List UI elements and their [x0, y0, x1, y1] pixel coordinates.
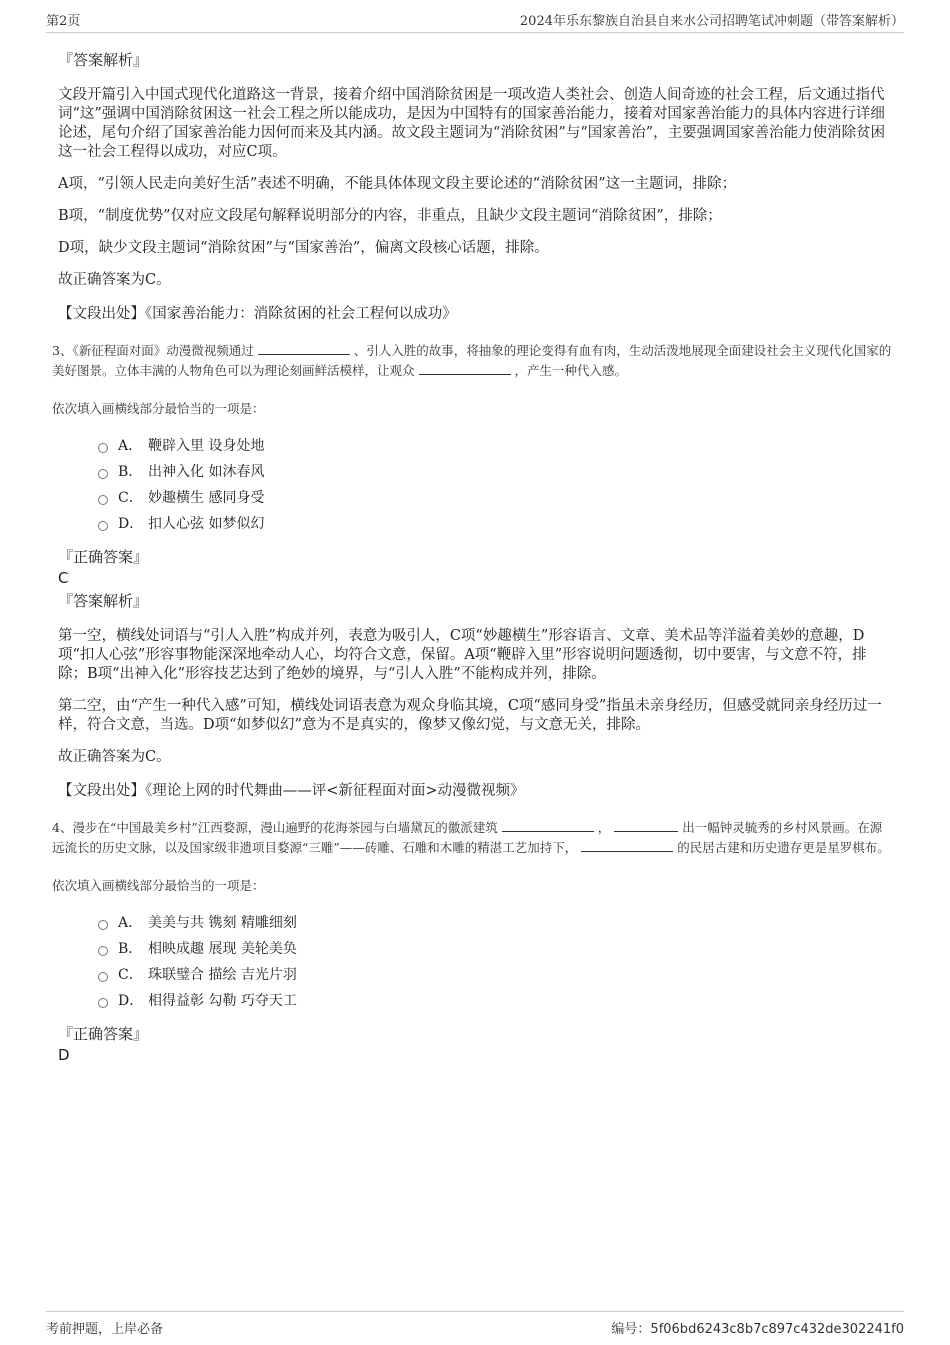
option-b[interactable] — [98, 936, 894, 962]
option-c[interactable] — [98, 485, 894, 511]
correct-answer: C — [58, 569, 69, 587]
radio-icon[interactable] — [98, 998, 108, 1008]
option-text: 珠联璧合 描绘 吉光片羽 — [148, 967, 297, 983]
radio-icon[interactable] — [98, 521, 108, 531]
analysis-paragraph: D项，缺少文段主题词“消除贫困”与“国家善治”，偏离文段核心话题，排除。 — [58, 240, 549, 256]
analysis-paragraph: 第一空，横线处词语与“引人入胜”构成并列，表意为吸引人，C项“妙趣横生”形容语言、文章、美术品等洋溢着美妙的意趣，D项“扣人心弦”形容事物能深深地牵动人心，均符合文意，保留。A项“鞭辟入里”形容说明问题透彻，切中要害，与文意不符，排除；B项“出神入化”形容技艺达到了绝妙的境界，与“引人入胜”不能构成并列，排除。 — [58, 628, 867, 682]
option-text: 相映成趣 展现 美轮美奂 — [148, 941, 297, 957]
option-letter: B． — [118, 464, 143, 480]
analysis-paragraph: 文段开篇引入中国式现代化道路这一背景，接着介绍中国消除贫困是一项改造人类社会、创造人间奇迹的社会工程，后文通过指代词“这”强调中国消除贫困这一社会工程之所以能成功，是因为中国特有的国家善治能力，接着对国家善治能力的具体内容进行详细论述，尾句介绍了国家善治能力因何而来及其内涵。故文段主题词为“消除贫困”与“国家善治”，主要强调国家善治能力使消除贫困这一社会工程得以成功，对应C项。 — [58, 87, 886, 160]
option-letter: A． — [118, 915, 143, 931]
stem-text: 4、漫步在“中国最美乡村”江西婺源，漫山遍野的花海茶园与白墙黛瓦的徽派建筑 — [52, 820, 498, 835]
page-footer — [46, 1311, 904, 1342]
stem-text: 的民居古建和历史遗存更是星罗棋布。 — [677, 840, 890, 855]
analysis-paragraph: 第二空，由“产生一种代入感”可知，横线处词语表意为观众身临其境，C项“感同身受”指虽未亲身经历，但感受就同亲身经历过一样，符合文意，当选。D项“如梦似幻”意为不是真实的，像梦又像幻觉，与文意无关，排除。 — [58, 698, 882, 733]
radio-icon[interactable] — [98, 972, 108, 982]
stem-text: 出一幅钟灵毓秀的乡村风景画。在源远流长的历史文脉，以及国家级非遗项目婺源“三雕”——砖雕、石雕和木雕的精湛工艺加持下， — [52, 820, 883, 855]
option-a[interactable] — [98, 433, 894, 459]
document-code: 编号：5f06bd6243c8b7c897c432de302241f0 — [611, 1322, 904, 1337]
analysis-conclusion: 故正确答案为C。 — [58, 272, 171, 288]
option-text: 妙趣横生 感同身受 — [148, 490, 265, 506]
analysis-paragraph: B项，“制度优势”仅对应文段尾句解释说明部分的内容，非重点，且缺少文段主题词“消除贫困”，排除； — [58, 208, 722, 224]
page-number: 第2页 — [46, 14, 81, 29]
fill-blank — [502, 819, 594, 832]
option-a[interactable] — [98, 910, 894, 936]
stem-text: ， — [597, 820, 611, 835]
correct-answer-tag: 『正确答案』 — [58, 548, 149, 566]
correct-answer-tag: 『正确答案』 — [58, 1025, 149, 1043]
radio-icon[interactable] — [98, 946, 108, 956]
analysis-conclusion: 故正确答案为C。 — [58, 749, 171, 765]
option-letter: A． — [118, 438, 143, 454]
stem-text: ，产生一种代入感。 — [514, 363, 628, 378]
fill-blank — [419, 362, 511, 375]
footer-slogan: 考前押题，上岸必备 — [46, 1322, 164, 1337]
correct-answer: D — [58, 1046, 70, 1064]
source-citation: 【文段出处】《国家善治能力：消除贫困的社会工程何以成功》 — [58, 306, 457, 322]
question-3-options — [98, 433, 894, 537]
option-c[interactable] — [98, 962, 894, 988]
question-prompt: 依次填入画横线部分最恰当的一项是： — [52, 401, 265, 416]
radio-icon[interactable] — [98, 443, 108, 453]
option-letter: B． — [118, 941, 143, 957]
option-letter: C． — [118, 967, 143, 983]
radio-icon[interactable] — [98, 495, 108, 505]
page-header — [46, 0, 904, 33]
analysis-tag: 『答案解析』 — [58, 51, 149, 69]
option-text: 美美与共 镌刻 精雕细刻 — [148, 915, 297, 931]
analysis-paragraph: A项，“引领人民走向美好生活”表述不明确，不能具体体现文段主要论述的“消除贫困”这一主题词，排除； — [58, 176, 737, 192]
fill-blank — [614, 819, 678, 832]
stem-text: 3、《新征程面对面》动漫微视频通过 — [52, 343, 254, 358]
fill-blank — [581, 839, 673, 852]
option-text: 相得益彰 勾勒 巧夺天工 — [148, 993, 297, 1009]
page-content — [52, 40, 894, 1064]
option-b[interactable] — [98, 459, 894, 485]
option-letter: C． — [118, 490, 143, 506]
radio-icon[interactable] — [98, 920, 108, 930]
option-text: 鞭辟入里 设身处地 — [148, 438, 265, 454]
fill-blank — [258, 342, 350, 355]
radio-icon[interactable] — [98, 469, 108, 479]
question-prompt: 依次填入画横线部分最恰当的一项是： — [52, 878, 265, 893]
analysis-tag: 『答案解析』 — [58, 592, 149, 610]
question-4-options — [98, 910, 894, 1014]
option-d[interactable] — [98, 988, 894, 1014]
option-text: 扣人心弦 如梦似幻 — [148, 516, 265, 532]
question-3-stem — [52, 341, 894, 381]
stem-text: 、引人入胜的故事，将抽象的理论变得有血有肉，生动活泼地展现全面建设社会主义现代化国家的美好图景。立体丰满的人物角色可以为理论刻画鲜活模样，让观众 — [52, 343, 892, 378]
option-text: 出神入化 如沐春风 — [148, 464, 265, 480]
question-4-stem — [52, 818, 894, 858]
option-letter: D． — [118, 993, 144, 1009]
document-title: 2024年乐东黎族自治县自来水公司招聘笔试冲刺题（带答案解析） — [519, 14, 904, 29]
source-citation: 【文段出处】《理论上网的时代舞曲——评<新征程面对面>动漫微视频》 — [58, 783, 525, 799]
option-d[interactable] — [98, 511, 894, 537]
option-letter: D． — [118, 516, 144, 532]
